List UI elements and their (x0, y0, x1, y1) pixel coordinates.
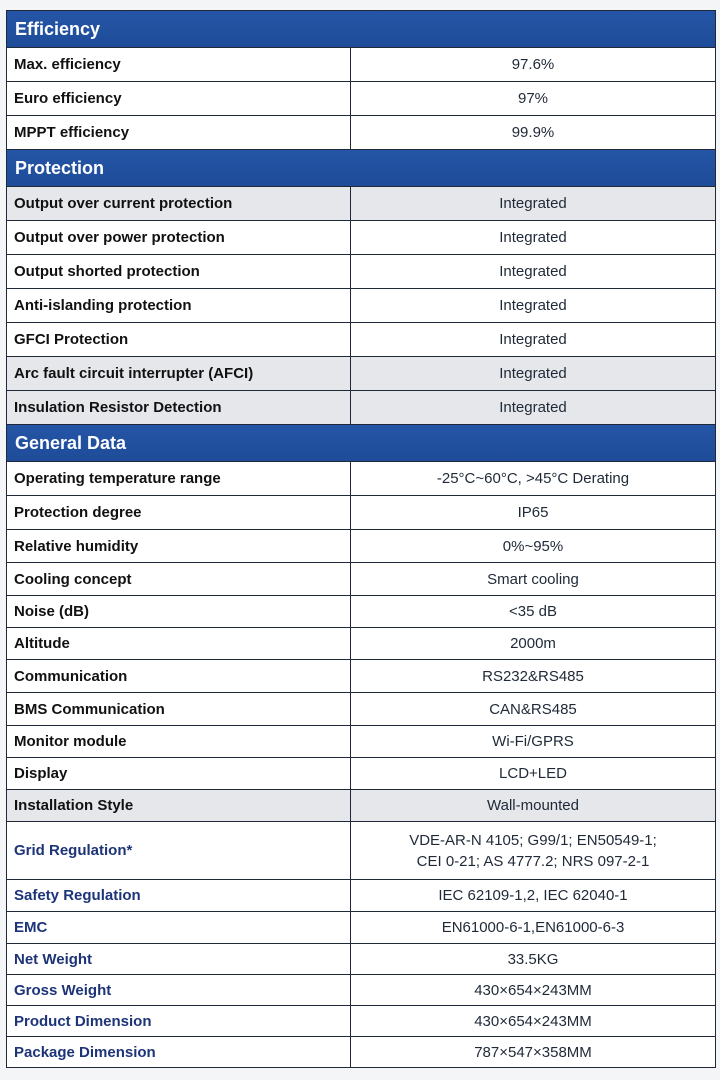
row-label: Euro efficiency (7, 82, 351, 115)
row-label: Output over power protection (7, 221, 351, 254)
table-row (7, 1037, 715, 1067)
table-row (7, 323, 715, 357)
table-row (7, 530, 715, 563)
table-row (7, 221, 715, 255)
row-label: Monitor module (7, 726, 351, 757)
table-row (7, 116, 715, 150)
table-row (7, 912, 715, 944)
row-value: Smart cooling (487, 570, 579, 588)
row-label: Noise (dB) (7, 596, 351, 627)
table-row (7, 289, 715, 323)
row-label: Net Weight (7, 944, 351, 974)
table-row (7, 1006, 715, 1037)
row-label: Grid Regulation* (7, 822, 351, 879)
row-value: <35 dB (509, 603, 557, 620)
table-row (7, 391, 715, 425)
table-row (7, 660, 715, 693)
row-value: Integrated (499, 263, 567, 280)
table-row (7, 48, 715, 82)
row-label: BMS Communication (7, 693, 351, 725)
row-value: Integrated (351, 357, 715, 390)
row-label: Max. efficiency (7, 48, 351, 81)
row-label: Output shorted protection (7, 255, 351, 288)
row-value: 430×654×243MM (474, 981, 592, 999)
row-value: EN61000-6-1,EN61000-6-3 (441, 919, 625, 936)
row-label: Display (7, 758, 351, 789)
row-value: IP65 (517, 504, 549, 521)
row-label: Relative humidity (7, 530, 351, 562)
table-row (7, 822, 715, 880)
spec-table (6, 10, 716, 1068)
row-label: Altitude (7, 628, 351, 659)
row-value: 97% (517, 90, 549, 107)
table-row (7, 357, 715, 391)
section-header-protection: Protection (7, 150, 715, 187)
table-row (7, 944, 715, 975)
table-row (7, 462, 715, 496)
row-label: EMC (7, 912, 351, 943)
row-label: Communication (7, 660, 351, 692)
table-row (7, 255, 715, 289)
row-label: MPPT efficiency (7, 116, 351, 149)
row-value: CAN&RS485 (489, 700, 577, 718)
row-value: Wi-Fi/GPRS (492, 733, 574, 750)
row-label: Cooling concept (7, 563, 351, 595)
row-label: Installation Style (7, 790, 351, 821)
section-header-efficiency: Efficiency (7, 11, 715, 48)
row-label: GFCI Protection (7, 323, 351, 356)
table-row (7, 726, 715, 758)
table-row (7, 563, 715, 596)
section-header-general-data: General Data (7, 425, 715, 462)
row-label: Gross Weight (7, 975, 351, 1005)
table-row (7, 975, 715, 1006)
row-label: Insulation Resistor Detection (7, 391, 351, 424)
row-label: Anti-islanding protection (7, 289, 351, 322)
table-row (7, 790, 715, 822)
row-value: Integrated (351, 391, 715, 424)
row-label: Arc fault circuit interrupter (AFCI) (7, 357, 351, 390)
row-value: Integrated (499, 297, 567, 314)
row-value: 0%~95% (502, 537, 564, 555)
row-value: 99.9% (511, 124, 555, 141)
row-label: Protection degree (7, 496, 351, 529)
row-value: Integrated (351, 187, 715, 220)
row-value: -25°C~60°C, >45°C Derating (436, 470, 630, 487)
row-value: Integrated (499, 229, 567, 246)
row-label: Package Dimension (7, 1037, 351, 1067)
table-row (7, 496, 715, 530)
table-row (7, 758, 715, 790)
row-value: VDE-AR-N 4105; G99/1; EN50549-1; CEI 0-21; AS 4777.2; NRS 097-2-1 (409, 831, 657, 870)
row-label: Product Dimension (7, 1006, 351, 1036)
row-value: IEC 62109-1,2, IEC 62040-1 (438, 887, 628, 904)
table-row (7, 82, 715, 116)
row-value: 33.5KG (507, 950, 559, 968)
table-row (7, 596, 715, 628)
table-row (7, 880, 715, 912)
row-label: Safety Regulation (7, 880, 351, 911)
row-label: Output over current protection (7, 187, 351, 220)
row-value: RS232&RS485 (482, 667, 584, 685)
row-value: Wall-mounted (351, 790, 715, 821)
table-row (7, 187, 715, 221)
row-value: 787×547×358MM (474, 1043, 592, 1061)
table-row (7, 693, 715, 726)
table-row (7, 628, 715, 660)
row-value: Integrated (499, 331, 567, 348)
row-value: 430×654×243MM (474, 1012, 592, 1030)
row-label: Operating temperature range (7, 462, 351, 495)
row-value: LCD+LED (499, 765, 567, 782)
row-value: 97.6% (511, 56, 555, 73)
row-value: 2000m (510, 635, 556, 652)
